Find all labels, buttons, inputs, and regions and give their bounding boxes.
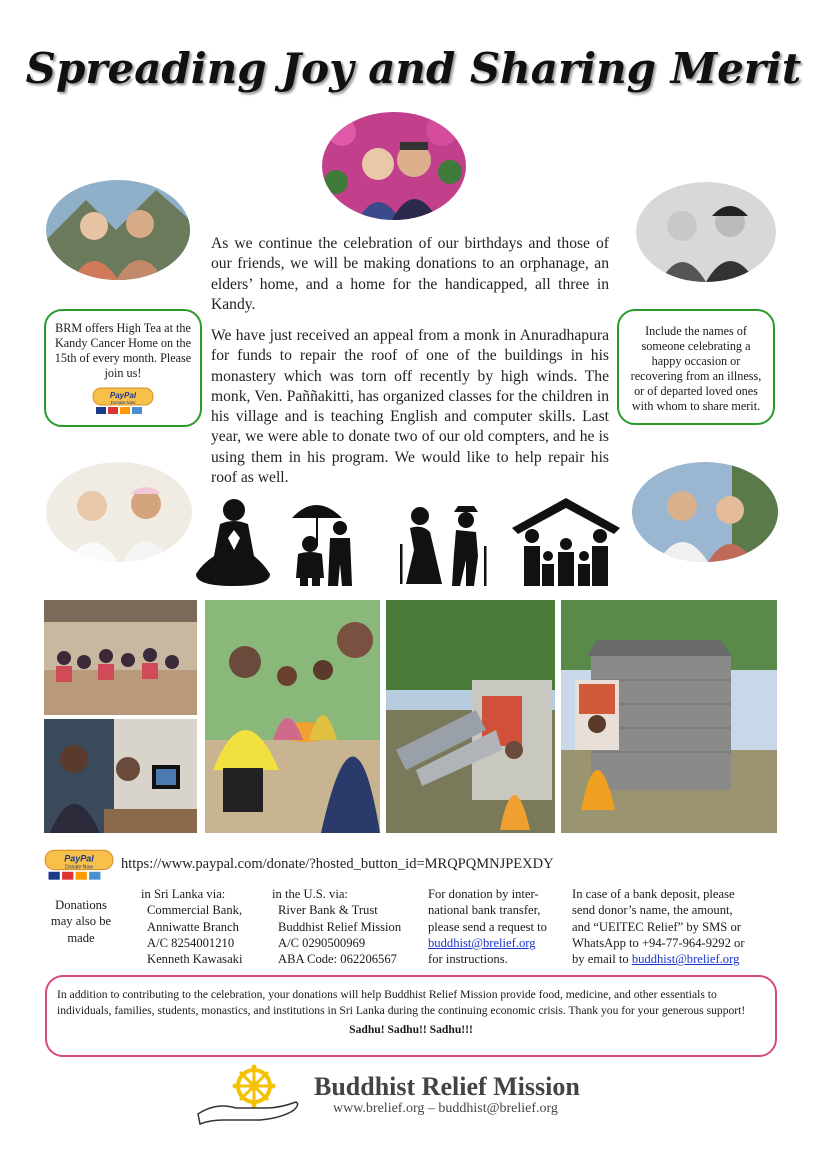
share-merit-box <box>617 309 775 425</box>
high-tea-text: BRM offers High Tea at the Kandy Cancer Home on the 15th of every month. Please join us! <box>54 321 192 380</box>
sri-lanka-line: A/C 8254001210 <box>147 935 235 950</box>
us-line: ABA Code: 062206567 <box>278 952 397 967</box>
umbrella-caregiver-icon <box>292 505 352 586</box>
elderly-couple-icon <box>400 506 487 586</box>
dharma-wheel-hand-logo <box>196 1064 302 1126</box>
bank-deposit-info <box>572 886 777 967</box>
organization-name: Buddhist Relief Mission <box>314 1072 580 1101</box>
family-home-icon <box>512 498 620 586</box>
us-line: Buddhist Relief Mission <box>278 919 402 934</box>
international-transfer-info <box>428 886 568 967</box>
photo-classroom <box>44 600 197 715</box>
share-merit-text: Include the names of someone celebrating a happy occasion or recovering from an illness, or of departed loved ones with whom to share merit. <box>630 324 762 413</box>
us-line: A/C 0290500969 <box>278 935 366 950</box>
dharma-wheel-icon <box>233 1065 276 1108</box>
paypal-donate-button-bottom[interactable] <box>44 849 114 881</box>
deposit-line: WhatsApp to +94-77-964-9292 or <box>572 935 745 950</box>
open-hand-icon <box>198 1102 298 1124</box>
photo-damaged-roof <box>386 600 555 833</box>
sri-lanka-line: Commercial Bank, <box>147 903 243 918</box>
us-line: in the U.S. via: <box>272 887 348 901</box>
intl-line: national bank transfer, <box>428 903 541 918</box>
paypal-sublabel: Donate Now <box>110 400 136 405</box>
us-line: River Bank & Trust <box>278 903 378 918</box>
deposit-line: and “UEITEC Relief” by SMS or <box>572 919 741 934</box>
meditating-monk-icon <box>196 499 270 586</box>
icon-row <box>192 494 620 590</box>
paypal-donate-button[interactable] <box>92 387 154 415</box>
portrait-photo-left-1 <box>46 180 190 280</box>
intl-line: for instructions. <box>428 952 508 967</box>
high-tea-box <box>44 309 202 427</box>
us-bank-info <box>272 886 422 967</box>
sri-lanka-bank-info <box>141 886 265 967</box>
sri-lanka-line: Kenneth Kawasaki <box>147 952 243 967</box>
paypal-row <box>44 849 114 886</box>
closing-text: In addition to contributing to the celebration, your donations will help Buddhist Relief Mission provide food, medicine, and other essentials to individuals, families, students, monastics, and institutions in Sri Lanka during the continuing economic crisis. Thank you for your generous support! <box>57 988 746 1017</box>
paragraph-appeal: We have just received an appeal from a monk in Anuradhapura for funds to repair the roof of one of the buildings in his monastery which was torn off recently by high winds. The monk, Ven. Paññakitti, has organized classes for the children in his village and is teaching English and computer skills. Last year, we were able to donate two of our old compters, and he is using them in his program. We would like to help repair his roof as well. <box>211 327 609 487</box>
paypal-label-bottom: PayPal <box>64 853 94 864</box>
paragraph-celebration: As we continue the celebration of our birthdays and those of our friends, we will be making donations to an orphanage, an elders’ home, and a home for the handicapped, all three in Kandy. <box>211 235 609 313</box>
photo-computer-class <box>44 719 197 833</box>
paypal-label: PayPal <box>109 391 137 400</box>
portrait-photo-right-2 <box>632 462 778 562</box>
paypal-url-link[interactable]: https://www.paypal.com/donate/?hosted_button_id=MRQPQMNJPEXDY <box>121 856 554 872</box>
photo-monk-building <box>561 600 777 833</box>
deposit-line <box>572 951 777 967</box>
sri-lanka-line: Anniwatte Branch <box>147 919 239 934</box>
closing-message-box <box>45 975 777 1057</box>
page-title: Spreading Joy and Sharing Merit <box>25 44 802 93</box>
deposit-line: In case of a bank deposit, please <box>572 887 735 901</box>
deposit-email-link[interactable]: buddhist@brelief.org <box>631 952 740 967</box>
sadhu-line: Sadhu! Sadhu!! Sadhu!!! <box>349 1023 473 1036</box>
deposit-line: send donor’s name, the amount, <box>572 903 733 918</box>
intl-line: For donation by inter- <box>428 887 539 901</box>
intl-email-link[interactable]: buddhist@brelief.org <box>428 935 536 950</box>
paypal-sublabel-bottom: Donate Now <box>65 864 93 871</box>
portrait-photo-right-1 <box>636 182 776 282</box>
deposit-prefix: by email to <box>572 952 632 967</box>
sri-lanka-line: in Sri Lanka via: <box>141 887 226 901</box>
portrait-photo-top-center <box>322 112 466 220</box>
organization-contact: www.brelief.org – buddhist@brelief.org <box>333 1101 558 1116</box>
portrait-photo-left-2 <box>46 462 192 562</box>
photo-children-snacks <box>205 600 380 833</box>
intl-line: please send a request to <box>428 919 547 934</box>
donations-intro: Donations may also be made <box>50 898 112 945</box>
